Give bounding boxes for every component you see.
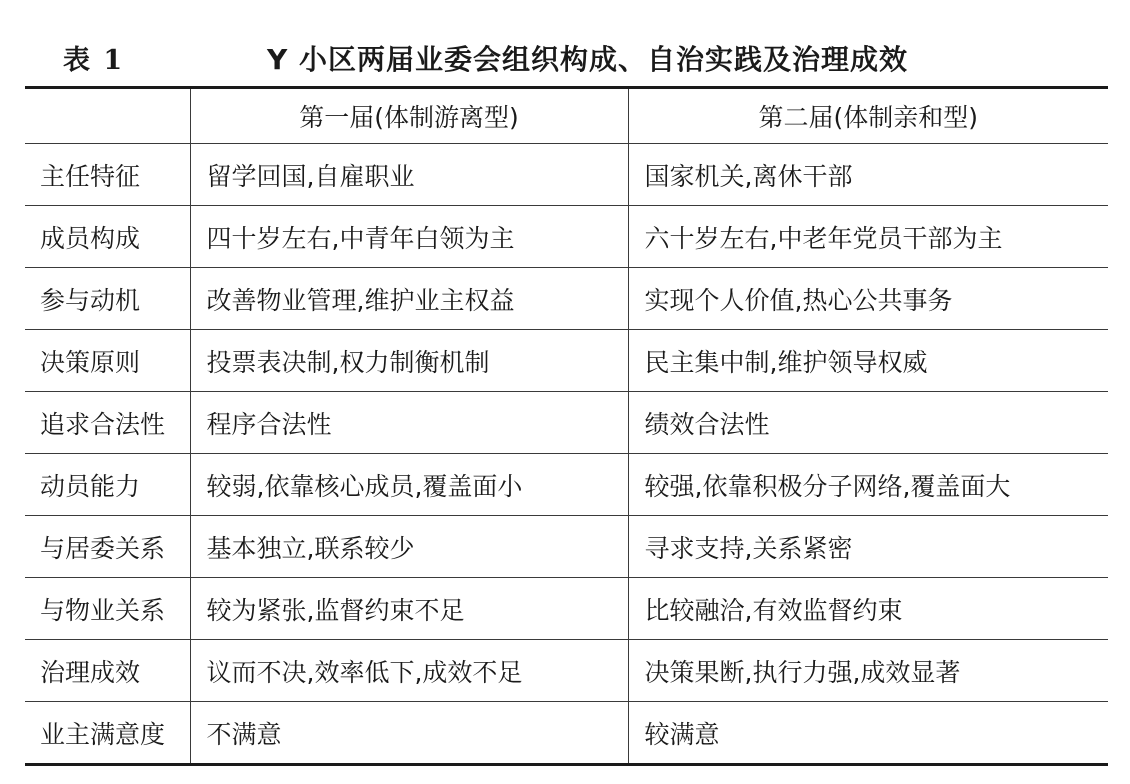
row-label: 与物业关系 [25, 578, 190, 640]
table-row [25, 206, 1108, 268]
first-term-cell: 议而不决,效率低下,成效不足 [190, 640, 628, 702]
first-term-cell: 不满意 [190, 702, 628, 765]
table-row [25, 268, 1108, 330]
first-term-cell: 程序合法性 [190, 392, 628, 454]
second-term-cell: 寻求支持,关系紧密 [628, 516, 1108, 578]
table-row [25, 330, 1108, 392]
table-number: 表 1 [63, 45, 125, 76]
row-label: 追求合法性 [25, 392, 190, 454]
row-label: 治理成效 [25, 640, 190, 702]
first-term-cell: 投票表决制,权力制衡机制 [190, 330, 628, 392]
first-term-cell: 四十岁左右,中青年白领为主 [190, 206, 628, 268]
first-term-cell: 较为紧张,监督约束不足 [190, 578, 628, 640]
row-label: 成员构成 [25, 206, 190, 268]
second-term-cell: 民主集中制,维护领导权威 [628, 330, 1108, 392]
row-label: 业主满意度 [25, 702, 190, 765]
table-row [25, 578, 1108, 640]
second-term-cell: 实现个人价值,热心公共事务 [628, 268, 1108, 330]
row-label: 主任特征 [25, 144, 190, 206]
first-term-cell: 留学回国,自雇职业 [190, 144, 628, 206]
first-term-cell: 基本独立,联系较少 [190, 516, 628, 578]
table-row [25, 702, 1108, 765]
table-caption [0, 0, 1130, 86]
second-term-cell: 决策果断,执行力强,成效显著 [628, 640, 1108, 702]
comparison-table [25, 86, 1108, 766]
table-title: Y 小区两届业委会组织构成、自治实践及治理成效 [267, 43, 909, 76]
table-row [25, 516, 1108, 578]
row-label: 动员能力 [25, 454, 190, 516]
table-row [25, 640, 1108, 702]
first-term-cell: 改善物业管理,维护业主权益 [190, 268, 628, 330]
second-term-cell: 绩效合法性 [628, 392, 1108, 454]
table-row [25, 392, 1108, 454]
row-label: 参与动机 [25, 268, 190, 330]
second-term-cell: 比较融洽,有效监督约束 [628, 578, 1108, 640]
first-term-cell: 较弱,依靠核心成员,覆盖面小 [190, 454, 628, 516]
header-row [25, 88, 1108, 144]
table-row [25, 454, 1108, 516]
header-cell-first-term: 第一届(体制游离型) [190, 88, 628, 144]
table-row [25, 144, 1108, 206]
second-term-cell: 六十岁左右,中老年党员干部为主 [628, 206, 1108, 268]
header-cell-second-term: 第二届(体制亲和型) [628, 88, 1108, 144]
second-term-cell: 国家机关,离休干部 [628, 144, 1108, 206]
second-term-cell: 较满意 [628, 702, 1108, 765]
second-term-cell: 较强,依靠积极分子网络,覆盖面大 [628, 454, 1108, 516]
row-label: 与居委关系 [25, 516, 190, 578]
row-label: 决策原则 [25, 330, 190, 392]
header-cell-empty [25, 88, 190, 144]
